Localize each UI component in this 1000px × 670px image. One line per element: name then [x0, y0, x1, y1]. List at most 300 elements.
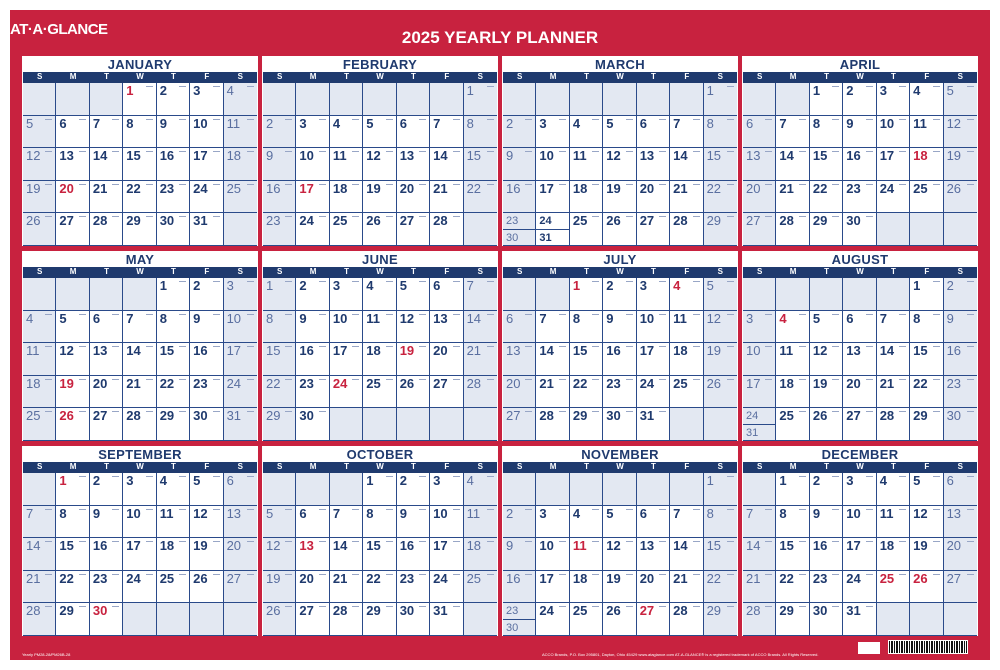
- day-cell[interactable]: [843, 116, 876, 149]
- day-cell[interactable]: [330, 278, 363, 311]
- day-cell[interactable]: [397, 343, 430, 376]
- day-cell[interactable]: [190, 311, 223, 344]
- day-cell[interactable]: [464, 311, 497, 344]
- day-cell[interactable]: [776, 148, 809, 181]
- day-cell[interactable]: [363, 181, 396, 214]
- day-cell[interactable]: [190, 148, 223, 181]
- day-cell[interactable]: [503, 148, 536, 181]
- day-cell[interactable]: [670, 213, 703, 246]
- day-cell[interactable]: [157, 278, 190, 311]
- day-cell[interactable]: [670, 311, 703, 344]
- day-cell[interactable]: [944, 408, 977, 441]
- day-cell[interactable]: [944, 343, 977, 376]
- day-cell[interactable]: [704, 376, 737, 409]
- day-cell[interactable]: [503, 343, 536, 376]
- day-cell[interactable]: [430, 603, 463, 636]
- day-cell[interactable]: [157, 571, 190, 604]
- day-cell[interactable]: [743, 571, 776, 604]
- day-cell[interactable]: [670, 343, 703, 376]
- day-cell[interactable]: [263, 213, 296, 246]
- day-cell[interactable]: [603, 116, 636, 149]
- day-cell[interactable]: [910, 311, 943, 344]
- day-cell[interactable]: [670, 181, 703, 214]
- day-cell[interactable]: [190, 278, 223, 311]
- day-cell[interactable]: [743, 376, 776, 409]
- day-cell[interactable]: [670, 278, 703, 311]
- day-cell[interactable]: [570, 311, 603, 344]
- day-cell[interactable]: [464, 473, 497, 506]
- day-cell[interactable]: [570, 506, 603, 539]
- day-cell[interactable]: [363, 116, 396, 149]
- day-cell[interactable]: [536, 376, 569, 409]
- day-cell[interactable]: [190, 116, 223, 149]
- day-cell[interactable]: [56, 311, 89, 344]
- day-cell[interactable]: [157, 116, 190, 149]
- day-cell[interactable]: [503, 181, 536, 214]
- day-cell[interactable]: [743, 343, 776, 376]
- day-cell[interactable]: [23, 603, 56, 636]
- day-cell[interactable]: [296, 311, 329, 344]
- day-cell[interactable]: [704, 571, 737, 604]
- day-cell[interactable]: [157, 213, 190, 246]
- day-cell[interactable]: [23, 408, 56, 441]
- day-cell[interactable]: [603, 311, 636, 344]
- day-cell[interactable]: [330, 213, 363, 246]
- day-cell[interactable]: [776, 538, 809, 571]
- day-cell[interactable]: [363, 213, 396, 246]
- day-cell[interactable]: [877, 148, 910, 181]
- day-cell[interactable]: [157, 343, 190, 376]
- day-cell[interactable]: [810, 311, 843, 344]
- day-cell[interactable]: [296, 148, 329, 181]
- day-cell[interactable]: [810, 83, 843, 116]
- day-cell[interactable]: [843, 538, 876, 571]
- day-cell[interactable]: [810, 506, 843, 539]
- day-cell[interactable]: [704, 473, 737, 506]
- day-cell[interactable]: [944, 181, 977, 214]
- day-cell[interactable]: [224, 116, 257, 149]
- day-cell[interactable]: [536, 538, 569, 571]
- day-cell[interactable]: [910, 116, 943, 149]
- day-cell[interactable]: [570, 603, 603, 636]
- day-cell[interactable]: [536, 408, 569, 441]
- day-cell[interactable]: [397, 181, 430, 214]
- day-cell[interactable]: [637, 148, 670, 181]
- day-cell[interactable]: [263, 603, 296, 636]
- day-cell[interactable]: [843, 213, 876, 246]
- day-cell[interactable]: [90, 473, 123, 506]
- day-cell[interactable]: [637, 376, 670, 409]
- day-cell[interactable]: [190, 83, 223, 116]
- day-cell[interactable]: [637, 278, 670, 311]
- day-cell[interactable]: [704, 278, 737, 311]
- day-cell[interactable]: [670, 148, 703, 181]
- day-cell[interactable]: [670, 538, 703, 571]
- day-cell[interactable]: [224, 343, 257, 376]
- day-cell[interactable]: [704, 343, 737, 376]
- day-cell[interactable]: [363, 278, 396, 311]
- day-cell[interactable]: [743, 213, 776, 246]
- day-cell[interactable]: [910, 148, 943, 181]
- day-cell[interactable]: [536, 603, 569, 636]
- day-cell[interactable]: [603, 343, 636, 376]
- day-cell[interactable]: [56, 506, 89, 539]
- day-cell[interactable]: [877, 311, 910, 344]
- day-cell[interactable]: [776, 181, 809, 214]
- day-cell[interactable]: [397, 571, 430, 604]
- day-cell[interactable]: [843, 311, 876, 344]
- day-cell[interactable]: [464, 343, 497, 376]
- day-cell[interactable]: [670, 116, 703, 149]
- day-cell[interactable]: [263, 408, 296, 441]
- day-cell[interactable]: [263, 181, 296, 214]
- day-cell[interactable]: [637, 408, 670, 441]
- day-cell[interactable]: [430, 376, 463, 409]
- day-cell[interactable]: [190, 408, 223, 441]
- day-cell[interactable]: [570, 343, 603, 376]
- day-cell[interactable]: [810, 343, 843, 376]
- day-cell[interactable]: [603, 213, 636, 246]
- day-cell[interactable]: [190, 506, 223, 539]
- day-cell[interactable]: [503, 229, 535, 245]
- day-cell[interactable]: [536, 213, 569, 246]
- day-cell[interactable]: [776, 603, 809, 636]
- day-cell[interactable]: [843, 571, 876, 604]
- day-cell[interactable]: [670, 376, 703, 409]
- day-cell[interactable]: [296, 603, 329, 636]
- day-cell[interactable]: [296, 376, 329, 409]
- day-cell[interactable]: [397, 538, 430, 571]
- day-cell[interactable]: [56, 538, 89, 571]
- day-cell[interactable]: [430, 116, 463, 149]
- day-cell[interactable]: [330, 571, 363, 604]
- day-cell[interactable]: [397, 148, 430, 181]
- day-cell[interactable]: [296, 538, 329, 571]
- day-cell[interactable]: [503, 506, 536, 539]
- day-cell[interactable]: [743, 181, 776, 214]
- day-cell[interactable]: [637, 343, 670, 376]
- day-cell[interactable]: [603, 148, 636, 181]
- day-cell[interactable]: [503, 603, 536, 636]
- day-cell[interactable]: [503, 538, 536, 571]
- day-cell[interactable]: [464, 538, 497, 571]
- day-cell[interactable]: [296, 116, 329, 149]
- day-cell[interactable]: [397, 376, 430, 409]
- day-cell[interactable]: [877, 343, 910, 376]
- day-cell[interactable]: [363, 506, 396, 539]
- day-cell[interactable]: [430, 506, 463, 539]
- day-cell[interactable]: [397, 311, 430, 344]
- day-cell[interactable]: [123, 538, 156, 571]
- day-cell[interactable]: [224, 538, 257, 571]
- day-cell[interactable]: [670, 571, 703, 604]
- day-cell[interactable]: [363, 538, 396, 571]
- day-cell[interactable]: [704, 538, 737, 571]
- day-cell[interactable]: [910, 343, 943, 376]
- day-cell[interactable]: [603, 603, 636, 636]
- day-cell[interactable]: [224, 376, 257, 409]
- day-cell[interactable]: [157, 538, 190, 571]
- day-cell[interactable]: [330, 148, 363, 181]
- day-cell[interactable]: [190, 538, 223, 571]
- day-cell[interactable]: [536, 506, 569, 539]
- day-cell[interactable]: [224, 181, 257, 214]
- day-cell[interactable]: [637, 181, 670, 214]
- day-cell[interactable]: [123, 83, 156, 116]
- day-cell[interactable]: [90, 603, 123, 636]
- day-cell[interactable]: [90, 408, 123, 441]
- day-cell[interactable]: [397, 213, 430, 246]
- day-cell[interactable]: [570, 538, 603, 571]
- day-cell[interactable]: [843, 603, 876, 636]
- day-cell[interactable]: [123, 571, 156, 604]
- day-cell[interactable]: [503, 116, 536, 149]
- day-cell[interactable]: [570, 116, 603, 149]
- day-cell[interactable]: [90, 181, 123, 214]
- day-cell[interactable]: [23, 116, 56, 149]
- day-cell[interactable]: [90, 538, 123, 571]
- day-cell[interactable]: [56, 116, 89, 149]
- day-cell[interactable]: [296, 506, 329, 539]
- day-cell[interactable]: [536, 343, 569, 376]
- day-cell[interactable]: [330, 506, 363, 539]
- day-cell[interactable]: [877, 408, 910, 441]
- day-cell[interactable]: [296, 571, 329, 604]
- day-cell[interactable]: [810, 376, 843, 409]
- day-cell[interactable]: [776, 213, 809, 246]
- day-cell[interactable]: [190, 376, 223, 409]
- day-cell[interactable]: [570, 408, 603, 441]
- day-cell[interactable]: [570, 278, 603, 311]
- day-cell[interactable]: [56, 603, 89, 636]
- day-cell[interactable]: [704, 83, 737, 116]
- day-cell[interactable]: [603, 278, 636, 311]
- day-cell[interactable]: [776, 343, 809, 376]
- day-cell[interactable]: [536, 116, 569, 149]
- day-cell[interactable]: [776, 376, 809, 409]
- day-cell[interactable]: [570, 213, 603, 246]
- day-cell[interactable]: [296, 213, 329, 246]
- day-cell[interactable]: [464, 571, 497, 604]
- day-cell[interactable]: [670, 603, 703, 636]
- day-cell[interactable]: [464, 181, 497, 214]
- day-cell[interactable]: [430, 343, 463, 376]
- day-cell[interactable]: [123, 343, 156, 376]
- day-cell[interactable]: [910, 376, 943, 409]
- day-cell[interactable]: [536, 181, 569, 214]
- day-cell[interactable]: [90, 148, 123, 181]
- day-cell[interactable]: [90, 343, 123, 376]
- day-cell[interactable]: [503, 376, 536, 409]
- day-cell[interactable]: [430, 278, 463, 311]
- day-cell[interactable]: [263, 343, 296, 376]
- day-cell[interactable]: [90, 571, 123, 604]
- day-cell[interactable]: [123, 376, 156, 409]
- day-cell[interactable]: [743, 116, 776, 149]
- day-cell[interactable]: [263, 311, 296, 344]
- day-cell[interactable]: [464, 376, 497, 409]
- day-cell[interactable]: [464, 148, 497, 181]
- day-cell[interactable]: [464, 506, 497, 539]
- day-cell[interactable]: [23, 506, 56, 539]
- day-cell[interactable]: [430, 148, 463, 181]
- day-cell[interactable]: [910, 473, 943, 506]
- day-cell[interactable]: [430, 473, 463, 506]
- day-cell[interactable]: [224, 473, 257, 506]
- day-cell[interactable]: [637, 506, 670, 539]
- day-cell[interactable]: [877, 506, 910, 539]
- day-cell[interactable]: [944, 311, 977, 344]
- day-cell[interactable]: [430, 181, 463, 214]
- day-cell[interactable]: [190, 473, 223, 506]
- day-cell[interactable]: [263, 538, 296, 571]
- day-cell[interactable]: [123, 148, 156, 181]
- day-cell[interactable]: [363, 343, 396, 376]
- day-cell[interactable]: [570, 181, 603, 214]
- day-cell[interactable]: [224, 311, 257, 344]
- day-cell[interactable]: [464, 83, 497, 116]
- day-cell[interactable]: [363, 603, 396, 636]
- day-cell[interactable]: [570, 376, 603, 409]
- day-cell[interactable]: [157, 376, 190, 409]
- day-cell[interactable]: [776, 116, 809, 149]
- day-cell[interactable]: [363, 148, 396, 181]
- day-cell[interactable]: [397, 473, 430, 506]
- day-cell[interactable]: [224, 506, 257, 539]
- day-cell[interactable]: [23, 343, 56, 376]
- day-cell[interactable]: [503, 619, 535, 635]
- day-cell[interactable]: [704, 311, 737, 344]
- day-cell[interactable]: [704, 213, 737, 246]
- day-cell[interactable]: [536, 148, 569, 181]
- day-cell[interactable]: [743, 424, 775, 440]
- day-cell[interactable]: [910, 506, 943, 539]
- day-cell[interactable]: [190, 181, 223, 214]
- day-cell[interactable]: [877, 181, 910, 214]
- day-cell[interactable]: [843, 181, 876, 214]
- day-cell[interactable]: [56, 376, 89, 409]
- day-cell[interactable]: [464, 278, 497, 311]
- day-cell[interactable]: [263, 148, 296, 181]
- day-cell[interactable]: [330, 116, 363, 149]
- day-cell[interactable]: [224, 148, 257, 181]
- day-cell[interactable]: [123, 408, 156, 441]
- day-cell[interactable]: [536, 311, 569, 344]
- day-cell[interactable]: [910, 408, 943, 441]
- day-cell[interactable]: [123, 213, 156, 246]
- day-cell[interactable]: [944, 278, 977, 311]
- day-cell[interactable]: [877, 376, 910, 409]
- day-cell[interactable]: [157, 148, 190, 181]
- day-cell[interactable]: [776, 311, 809, 344]
- day-cell[interactable]: [503, 408, 536, 441]
- day-cell[interactable]: [637, 603, 670, 636]
- day-cell[interactable]: [670, 506, 703, 539]
- day-cell[interactable]: [503, 311, 536, 344]
- day-cell[interactable]: [90, 116, 123, 149]
- day-cell[interactable]: [296, 343, 329, 376]
- day-cell[interactable]: [56, 181, 89, 214]
- day-cell[interactable]: [877, 116, 910, 149]
- day-cell[interactable]: [637, 116, 670, 149]
- day-cell[interactable]: [190, 213, 223, 246]
- day-cell[interactable]: [430, 213, 463, 246]
- day-cell[interactable]: [23, 181, 56, 214]
- day-cell[interactable]: [296, 408, 329, 441]
- day-cell[interactable]: [330, 311, 363, 344]
- day-cell[interactable]: [637, 213, 670, 246]
- day-cell[interactable]: [397, 278, 430, 311]
- day-cell[interactable]: [190, 571, 223, 604]
- day-cell[interactable]: [810, 181, 843, 214]
- day-cell[interactable]: [397, 116, 430, 149]
- day-cell[interactable]: [157, 408, 190, 441]
- day-cell[interactable]: [90, 311, 123, 344]
- day-cell[interactable]: [296, 278, 329, 311]
- day-cell[interactable]: [877, 83, 910, 116]
- day-cell[interactable]: [363, 473, 396, 506]
- day-cell[interactable]: [944, 376, 977, 409]
- day-cell[interactable]: [157, 83, 190, 116]
- day-cell[interactable]: [910, 181, 943, 214]
- day-cell[interactable]: [224, 408, 257, 441]
- day-cell[interactable]: [944, 473, 977, 506]
- day-cell[interactable]: [810, 538, 843, 571]
- day-cell[interactable]: [90, 506, 123, 539]
- day-cell[interactable]: [263, 376, 296, 409]
- day-cell[interactable]: [570, 571, 603, 604]
- day-cell[interactable]: [810, 408, 843, 441]
- day-cell[interactable]: [637, 311, 670, 344]
- day-cell[interactable]: [536, 571, 569, 604]
- day-cell[interactable]: [810, 116, 843, 149]
- day-cell[interactable]: [263, 506, 296, 539]
- day-cell[interactable]: [330, 343, 363, 376]
- day-cell[interactable]: [637, 571, 670, 604]
- day-cell[interactable]: [843, 408, 876, 441]
- day-cell[interactable]: [877, 538, 910, 571]
- day-cell[interactable]: [704, 116, 737, 149]
- day-cell[interactable]: [56, 408, 89, 441]
- day-cell[interactable]: [843, 83, 876, 116]
- day-cell[interactable]: [56, 213, 89, 246]
- day-cell[interactable]: [23, 538, 56, 571]
- day-cell[interactable]: [263, 278, 296, 311]
- day-cell[interactable]: [910, 571, 943, 604]
- day-cell[interactable]: [363, 311, 396, 344]
- day-cell[interactable]: [603, 376, 636, 409]
- day-cell[interactable]: [704, 148, 737, 181]
- day-cell[interactable]: [330, 538, 363, 571]
- day-cell[interactable]: [90, 376, 123, 409]
- day-cell[interactable]: [157, 506, 190, 539]
- day-cell[interactable]: [157, 473, 190, 506]
- day-cell[interactable]: [363, 376, 396, 409]
- day-cell[interactable]: [570, 148, 603, 181]
- day-cell[interactable]: [843, 506, 876, 539]
- day-cell[interactable]: [910, 538, 943, 571]
- day-cell[interactable]: [877, 473, 910, 506]
- day-cell[interactable]: [603, 181, 636, 214]
- day-cell[interactable]: [637, 538, 670, 571]
- day-cell[interactable]: [910, 278, 943, 311]
- day-cell[interactable]: [944, 571, 977, 604]
- day-cell[interactable]: [743, 311, 776, 344]
- day-cell[interactable]: [776, 506, 809, 539]
- day-cell[interactable]: [503, 571, 536, 604]
- day-cell[interactable]: [330, 181, 363, 214]
- day-cell[interactable]: [944, 116, 977, 149]
